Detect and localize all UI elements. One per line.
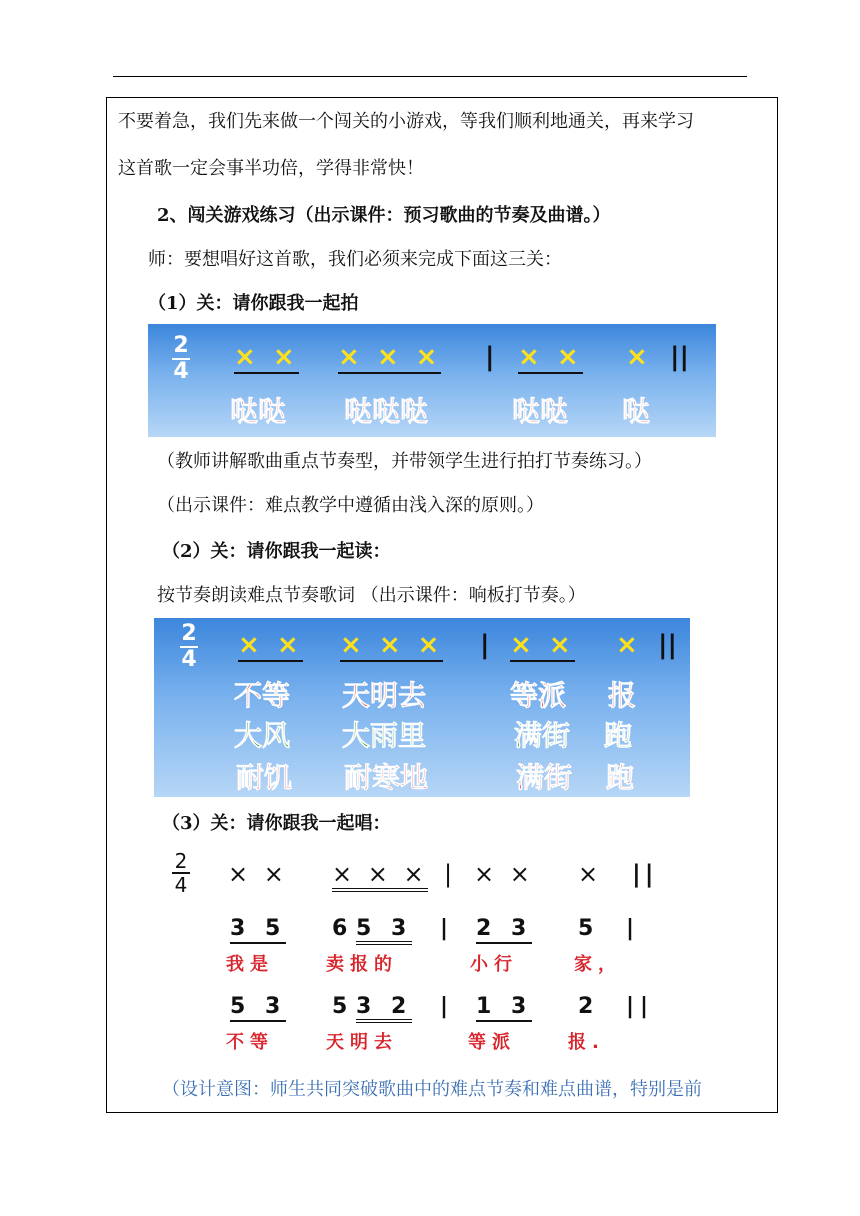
- score-lyric2-d: 报.: [568, 1032, 605, 1053]
- lyric-row3-d: 跑: [606, 761, 635, 794]
- rhythm-m2a: × ×: [510, 630, 575, 660]
- score-final-barline: ||: [632, 860, 658, 888]
- read-note: 按节奏朗读难点节奏歌词 （出示课件：响板打节奏。）: [157, 585, 586, 606]
- score-line1-d: 2 3: [476, 916, 532, 941]
- level-2-heading: （2）关：请你跟我一起读：: [162, 541, 391, 562]
- score-line2-e: 2: [578, 994, 600, 1019]
- score-line1-b: 6: [332, 916, 354, 941]
- score-line2-bar: |: [440, 994, 455, 1019]
- rhythm-m2b: ×: [626, 342, 652, 372]
- score-lyric1-b: 卖报的: [326, 954, 398, 975]
- lyric-row2-d: 跑: [604, 719, 633, 752]
- score-time-signature: 2 4: [172, 852, 190, 894]
- lyric-row3-c: 满街: [516, 761, 573, 794]
- lyric-row1-a: 不等: [234, 679, 291, 712]
- level-1-heading: （1）关：请你跟我一起拍: [148, 293, 359, 314]
- final-barline: ||: [658, 630, 677, 660]
- score-line1-a: 3 5: [230, 916, 286, 941]
- lyric-row2-b: 大雨里: [342, 719, 427, 752]
- lyric-row2-c: 满街: [514, 719, 571, 752]
- lyric-row2-a: 大风: [234, 719, 291, 752]
- design-intent-line: （设计意图：师生共同突破歌曲中的难点节奏和难点曲谱，特别是前: [162, 1079, 702, 1100]
- score-line2-b: 5: [332, 994, 354, 1019]
- score-rhythm-m2a: × ×: [474, 860, 534, 888]
- score-rhythm-m2b: ×: [578, 860, 603, 888]
- teacher-line: 师：要想唱好这首歌，我们必须来完成下面这三关：: [148, 249, 562, 270]
- time-signature: 2 4: [181, 621, 197, 672]
- score-line2-c: 3 2: [356, 994, 412, 1019]
- syllable-1: 哒哒: [230, 395, 287, 428]
- lyric-row3-b: 耐寒地: [344, 761, 429, 794]
- header-rule: [113, 76, 747, 77]
- score-lyric1-a: 我是: [226, 954, 274, 975]
- rhythm-m1b: × × ×: [340, 630, 444, 660]
- score-line1-e: 5: [578, 916, 600, 941]
- score-barline: |: [444, 860, 457, 888]
- level-3-heading: （3）关：请你跟我一起唱：: [162, 813, 391, 834]
- barline: |: [485, 342, 495, 372]
- score-rhythm-m1a: × ×: [228, 860, 288, 888]
- rhythm-banner-read: [154, 618, 690, 797]
- paragraph-line-2: 这首歌一定会事半功倍，学得非常快！: [118, 158, 424, 179]
- rhythm-m1b: × × ×: [338, 342, 442, 372]
- lyric-row1-b: 天明去: [342, 679, 427, 712]
- syllable-2: 哒哒哒: [344, 395, 429, 428]
- teacher-note-2: （出示课件：难点教学中遵循由浅入深的原则。）: [157, 495, 544, 516]
- score-line1-end: |: [626, 916, 641, 941]
- score-line2-end: ||: [626, 994, 655, 1019]
- rhythm-m2a: × ×: [518, 342, 583, 372]
- score-line1-bar: |: [440, 916, 455, 941]
- score-line2-a: 5 3: [230, 994, 286, 1019]
- score-lyric2-b: 天明去: [326, 1032, 398, 1053]
- score-rhythm-m1b: × × ×: [332, 860, 428, 888]
- score-lyric1-c: 小行: [470, 954, 518, 975]
- rhythm-m1a: × ×: [238, 630, 303, 660]
- rhythm-banner-clap: [148, 324, 716, 437]
- score-line1-c: 5 3: [356, 916, 412, 941]
- barline: |: [480, 630, 490, 660]
- lyric-row3-a: 耐饥: [236, 761, 293, 794]
- score-line2-d: 1 3: [476, 994, 532, 1019]
- paragraph-line-1: 不要着急，我们先来做一个闯关的小游戏，等我们顺利地通关，再来学习: [118, 111, 694, 132]
- time-signature: 2 4: [173, 333, 189, 384]
- score-lyric1-d: 家，: [574, 954, 622, 975]
- lyric-row1-c: 等派: [510, 679, 567, 712]
- rhythm-m2b: ×: [616, 630, 642, 660]
- final-barline: ||: [670, 342, 689, 372]
- teacher-note-1: （教师讲解歌曲重点节奏型，并带领学生进行拍打节奏练习。）: [157, 451, 652, 472]
- section-heading-2: 2、闯关游戏练习（出示课件：预习歌曲的节奏及曲谱。）: [157, 205, 611, 226]
- score-lyric2-a: 不等: [226, 1032, 274, 1053]
- rhythm-m1a: × ×: [234, 342, 299, 372]
- score-lyric2-c: 等派: [468, 1032, 516, 1053]
- lyric-row1-d: 报: [608, 679, 637, 712]
- syllable-3: 哒哒: [512, 395, 569, 428]
- syllable-4: 哒: [622, 395, 651, 428]
